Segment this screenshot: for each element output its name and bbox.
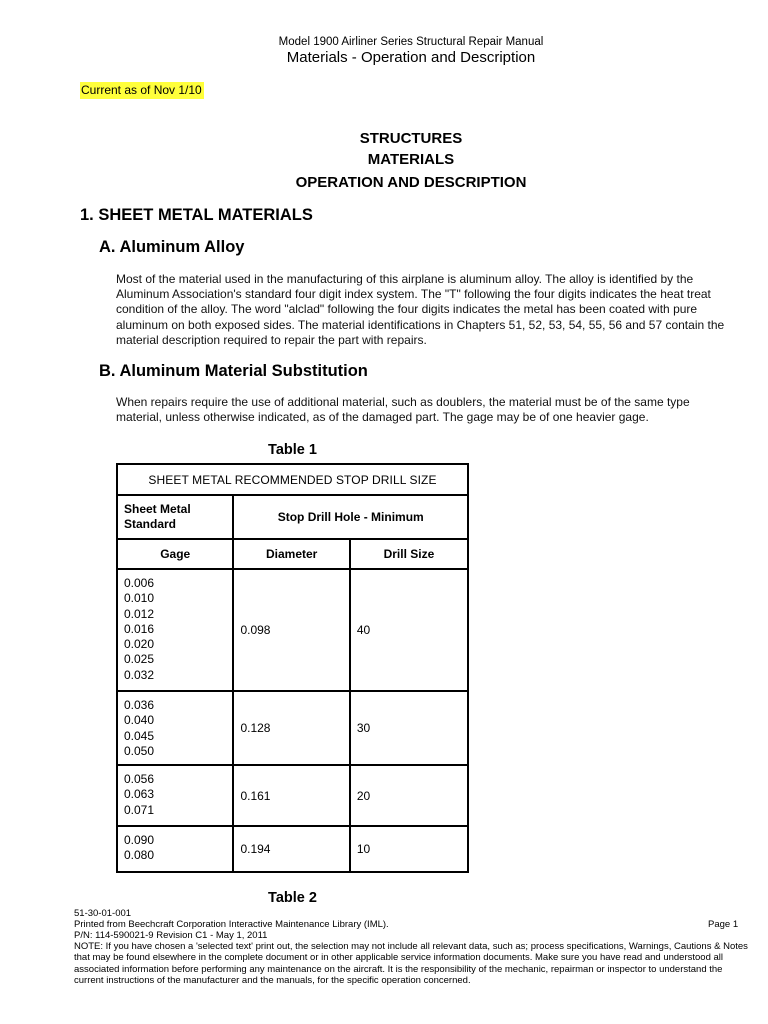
table-row [117, 765, 468, 826]
title-line-structures: STRUCTURES [359, 130, 463, 147]
drill-size-cell: 30 [350, 691, 468, 765]
section-heading-sheet-metal: 1. SHEET METAL MATERIALS [80, 206, 313, 224]
gage-value: 0.050 [124, 743, 155, 758]
subsection-heading-aluminum-alloy: A. Aluminum Alloy [99, 238, 245, 256]
footer-page-number: Page 1 [708, 919, 739, 930]
sheet-metal-standard-header: Sheet Metal Standard [117, 495, 233, 539]
table-row [117, 569, 468, 691]
diameter-cell: 0.128 [233, 691, 349, 765]
gage-value: 0.025 [124, 652, 155, 667]
gage-cell [117, 765, 233, 826]
gage-cell [117, 826, 233, 872]
gage-value: 0.056 [124, 772, 155, 786]
footer-note: NOTE: If you have chosen a 'selected text' print out, the selection may not include all relevant data, such as; process specifications, Warnings, Cautions & Notes that may be found elsewhere in the complete document or in other applicable service information documents. Make sure you have read and understood all associated information before performing any maintenance on the aircraft. It is the responsibility of the mechanic, repairman or inspector to understand the current instructions of the manufacturer and the manuals, for the specific operation concerned. [74, 941, 748, 986]
gage-value: 0.040 [124, 713, 155, 728]
gage-value: 0.090 [124, 833, 155, 847]
gage-value: 0.012 [124, 606, 155, 621]
table-title: SHEET METAL RECOMMENDED STOP DRILL SIZE [117, 464, 468, 495]
aluminum-alloy-paragraph: Most of the material used in the manufacturing of this airplane is aluminum alloy. The alloy is identified by the Aluminum Association's standard four digit index system. The "T" following the four digits indicates the heat treat condition of the alloy. The word "alclad" following the four digits indicates the metal has been coated with pure aluminum on both exposed sides. The material identifications in Chapters 51, 52, 53, 54, 55, 56 and 57 contain the material description required to repair the part with repairs. [116, 272, 725, 347]
gage-value: 0.020 [124, 637, 155, 652]
footer-printed-from: Printed from Beechcraft Corporation Interactive Maintenance Library (IML). [74, 919, 389, 930]
table-1-caption: Table 1 [268, 442, 317, 458]
gage-value: 0.080 [124, 848, 155, 863]
footer-part-number: P/N: 114-590021-9 Revision C1 - May 1, 2011 [74, 930, 268, 941]
section-title: Materials - Operation and Description [286, 49, 536, 66]
title-line-operation: OPERATION AND DESCRIPTION [295, 174, 527, 191]
manual-title: Model 1900 Airliner Series Structural Repair Manual [278, 36, 544, 48]
footer-doc-code: 51-30-01-001 [74, 908, 132, 919]
title-line-materials: MATERIALS [367, 151, 455, 168]
drill-size-cell: 40 [350, 569, 468, 691]
gage-value: 0.032 [124, 667, 155, 682]
gage-value: 0.045 [124, 728, 155, 743]
drill-size-cell: 10 [350, 826, 468, 872]
gage-value: 0.010 [124, 591, 155, 606]
table-2-caption: Table 2 [268, 890, 317, 906]
table-row [117, 826, 468, 872]
gage-value: 0.036 [124, 698, 155, 712]
substitution-paragraph: When repairs require the use of additional material, such as doublers, the material must be of the same type material, unless otherwise indicated, as of the damaged part. The gage may be of one heavier gage. [116, 395, 690, 425]
diameter-column-header: Diameter [233, 539, 349, 569]
gage-cell [117, 691, 233, 765]
stop-drill-hole-header: Stop Drill Hole - Minimum [233, 495, 468, 539]
gage-value: 0.016 [124, 621, 155, 636]
drill-size-cell: 20 [350, 765, 468, 826]
table-row [117, 691, 468, 765]
subsection-heading-substitution: B. Aluminum Material Substitution [99, 362, 368, 380]
gage-cell [117, 569, 233, 691]
currency-note: Current as of Nov 1/10 [81, 83, 202, 97]
stop-drill-table [116, 463, 469, 873]
gage-value: 0.006 [124, 576, 155, 590]
diameter-cell: 0.194 [233, 826, 349, 872]
diameter-cell: 0.161 [233, 765, 349, 826]
drill-size-column-header: Drill Size [350, 539, 468, 569]
gage-value: 0.063 [124, 787, 155, 802]
diameter-cell: 0.098 [233, 569, 349, 691]
gage-value: 0.071 [124, 802, 155, 817]
gage-column-header: Gage [117, 539, 233, 569]
